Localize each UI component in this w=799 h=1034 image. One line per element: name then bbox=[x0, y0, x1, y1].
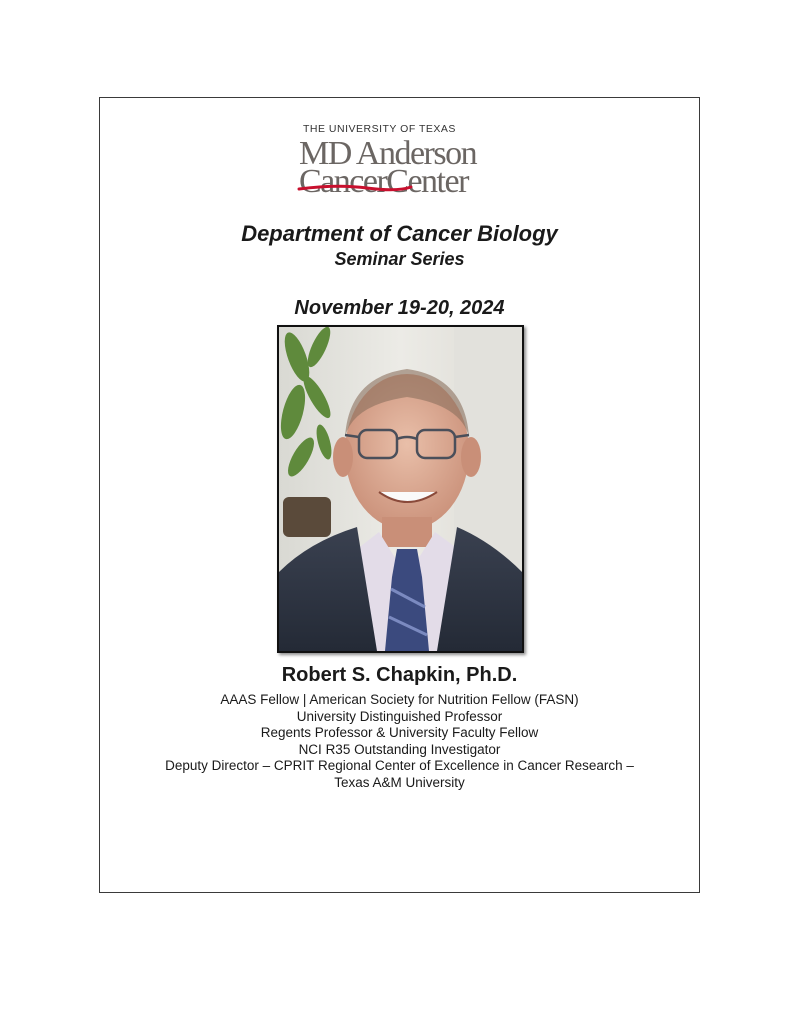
speaker-title-line: AAAS Fellow | American Society for Nutrition Fellow (FASN) bbox=[220, 692, 579, 707]
logo-cancer-text: Cancer bbox=[299, 163, 387, 200]
speaker-title-line: Deputy Director – CPRIT Regional Center of Excellence in Cancer Research – bbox=[165, 758, 634, 774]
speaker-portrait-image bbox=[279, 327, 522, 651]
speaker-title-line: Texas A&M University bbox=[334, 774, 465, 790]
logo-line-cancer-center bbox=[299, 165, 468, 199]
speaker-title-line: Regents Professor & University Faculty Fellow bbox=[260, 725, 539, 741]
seminar-date: November 19-20, 2024 bbox=[294, 297, 505, 319]
speaker-titles bbox=[99, 692, 700, 792]
logo-center-text: Center bbox=[386, 163, 468, 200]
logo-line-md-anderson: MD Anderson bbox=[299, 135, 477, 172]
speaker-title-line: NCI R35 Outstanding Investigator bbox=[298, 741, 501, 757]
md-anderson-logo bbox=[299, 123, 518, 203]
speaker-title-line: University Distinguished Professor bbox=[296, 708, 503, 724]
speaker-photo bbox=[277, 325, 524, 653]
logo-university-text: THE UNIVERSITY OF TEXAS bbox=[303, 123, 456, 135]
logo-cancer-word bbox=[299, 165, 386, 199]
seminar-series-title: Seminar Series bbox=[334, 249, 465, 269]
department-title: Department of Cancer Biology bbox=[241, 221, 558, 246]
speaker-name: Robert S. Chapkin, Ph.D. bbox=[281, 664, 518, 686]
logo-strike-line bbox=[297, 183, 413, 195]
